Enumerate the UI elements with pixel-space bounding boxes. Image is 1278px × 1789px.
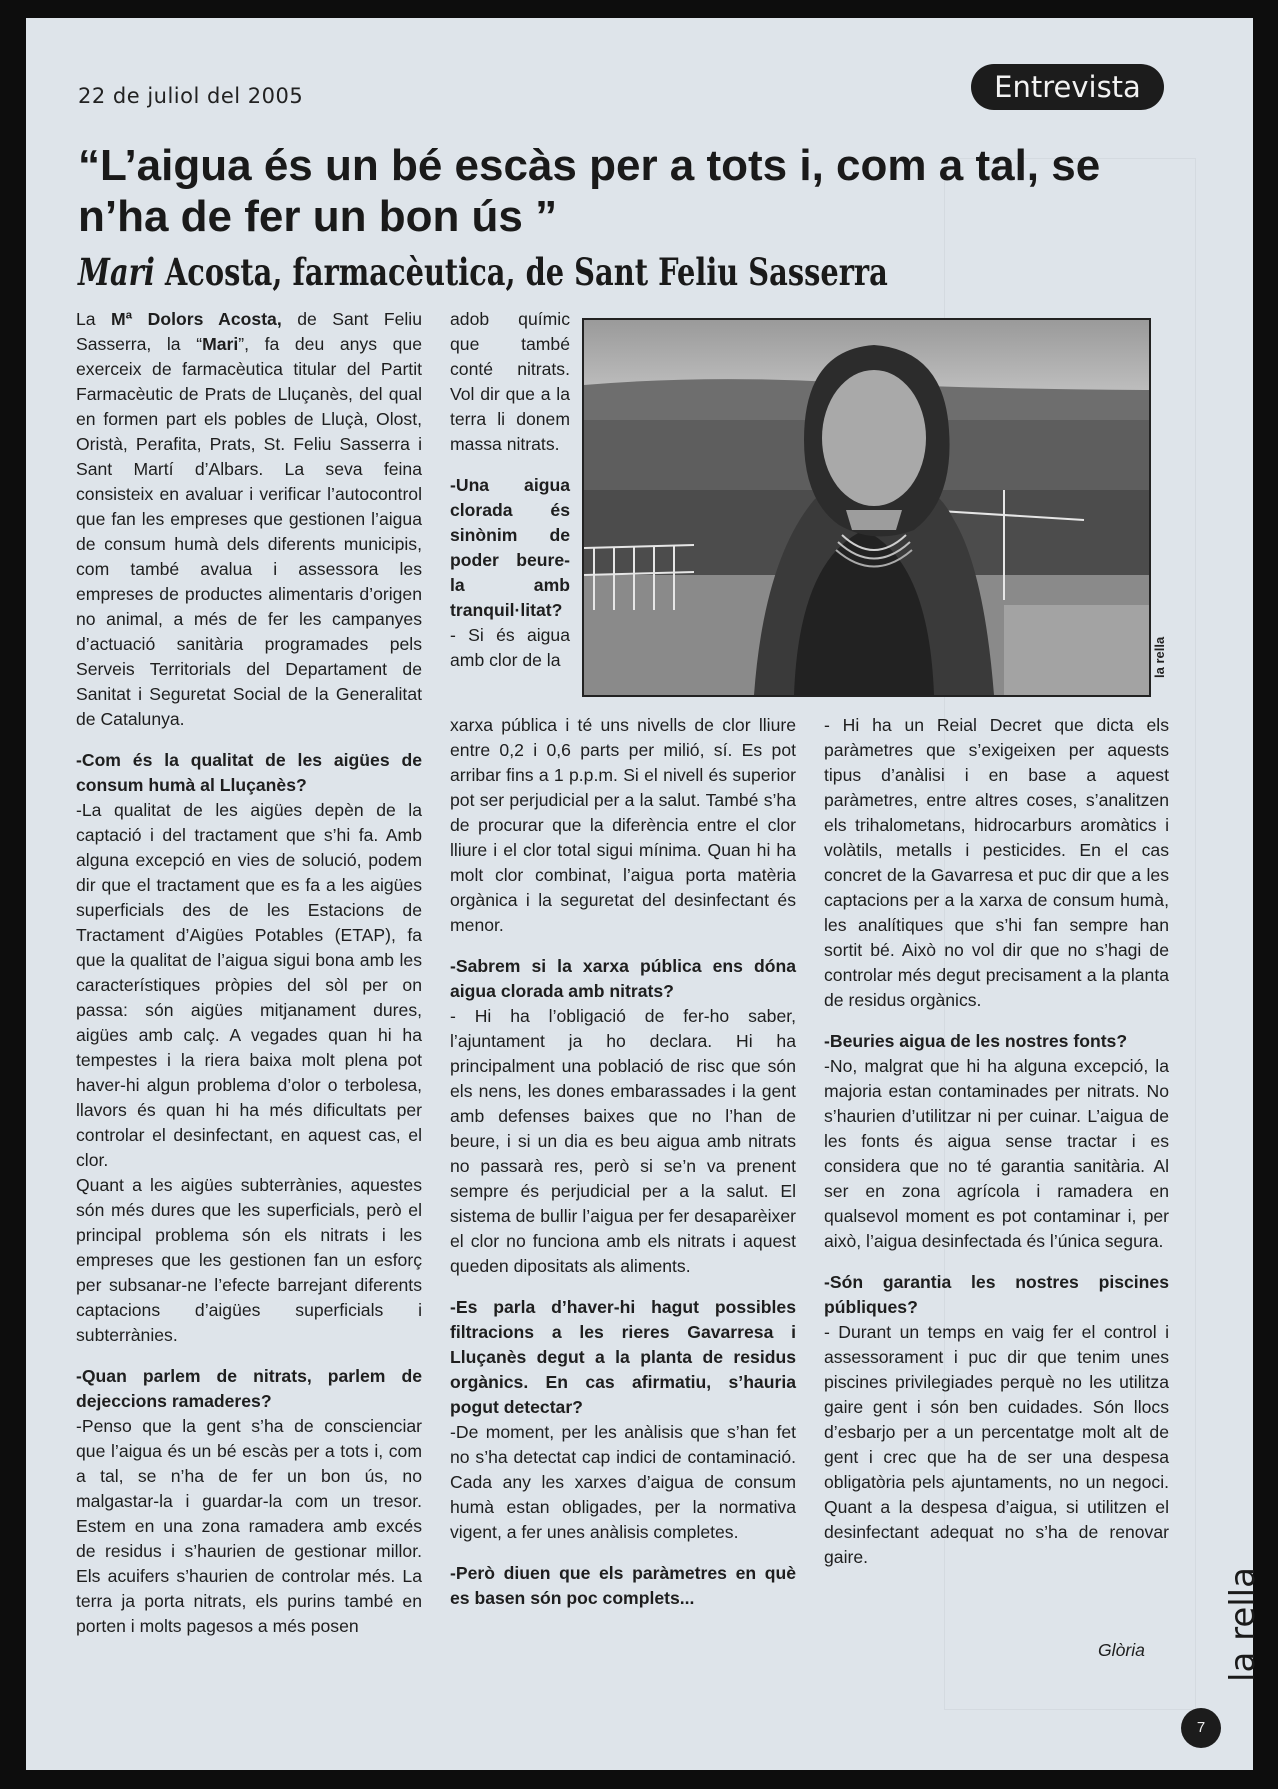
column-1 — [76, 307, 422, 1639]
interview-answer: -Penso que la gent s’ha de conscienciar que l’aigua és un bé escàs per a tots i, com a tal, se n’ha de fer un bon ús, no malgastar-la i guardar-la com un tresor. Estem en una zona ramadera amb excés de residus i s’haurien de gestionar millor. Els acuifers s’haurien de controlar més. La terra ja porta nitrats, els purins també en porten i molts pagesos a més posen — [76, 1416, 422, 1636]
interview-question: -Es parla d’haver-hi hagut possibles filtracions a les rieres Gavarresa i Lluçanès degut a la planta de residus orgànics. En cas afirmatiu, s’hauria pogut detectar? — [450, 1297, 796, 1417]
section-badge: Entrevista — [971, 64, 1164, 110]
interview-question: -Una aigua clorada és sinònim de poder beure-la amb tranquil·litat? — [450, 475, 570, 620]
column-2 — [450, 713, 796, 1611]
subhead-rest: Acosta, farmacèutica, de Sant Feliu Sasserra — [154, 250, 888, 294]
headline: “L’aigua és un bé escàs per a tots i, com a tal, se n’ha de fer un bon ús ” — [78, 141, 1101, 241]
subheadline — [78, 250, 888, 294]
interview-answer: -De moment, per les anàlisis que s’han fet no s’ha detectat cap indici de contaminació. Cada any les xarxes d’aigua de consum humà estan obligades, per la normativa vigent, a fer unes anàlisis completes. — [450, 1422, 796, 1542]
interviewee-photo — [582, 318, 1151, 697]
interview-answer: xarxa pública i té uns nivells de clor lliure entre 0,2 i 0,6 parts per milió, sí. Es pot arribar fins a 1 p.p.m. Si el nivell és superior pot ser perjudicial per a la salut. També s’ha de procurar que la diferència entre el clor lliure i el clor total sigui mínima. Quan hi ha molt clor combinat, l’aigua porta matèria orgànica i la seguretat del desinfectant és menor. — [450, 715, 796, 935]
interviewee-name: Mª Dolors Acosta, — [111, 309, 282, 329]
col1-qa — [76, 748, 422, 1639]
interview-answer: -No, malgrat que hi ha alguna excepció, la majoria estan contaminades per nitrats. No s’haurien d’utilitzar ni per cuinar. L’aigua de les fonts és aigua sense tractar i es considera que no té garantia sanitària. Al ser en zona agrícola i ramadera en qualsevol moment es pot contaminar i, per això, l’aigua desinfectada és l’única segura. — [824, 1056, 1169, 1251]
column-2-top — [450, 307, 570, 673]
interview-question: -Sabrem si la xarxa pública ens dóna aigua clorada amb nitrats? — [450, 956, 796, 1001]
interview-answer: -La qualitat de les aigües depèn de la captació i del tractament que s’hi fa. Amb alguna excepció en vies de solució, podem dir que el tractament que es fa a les aigües superficials des de les Estacions de Tractament d’Aigües Potables (ETAP), fa que la qualitat de l’aigua sigui bona amb les característiques pròpies del sòl per on passa: són aigües mitjanament dures, aigües amb calç. A vegades quan hi ha tempestes i la riera baixa molt plena pot haver-hi algun problema d’olor o terbolesa, llavors és quan hi ha més dificultats per controlar el desinfectant, en aquest cas, el clor. — [76, 800, 422, 1170]
interviewee-nickname: Mari — [202, 334, 239, 354]
photo-credit: la rella — [1152, 636, 1167, 678]
subhead-name: Mari — [78, 250, 155, 294]
newspaper-page — [26, 18, 1263, 1770]
interview-question: -Però diuen que els paràmetres en què es basen són poc complets... — [450, 1563, 796, 1608]
intro-text: ”, fa deu anys que exerceix de farmacèutica titular del Partit Farmacèutic de Prats de Lluçanès, del qual en formen part els pobles de Lluçà, Olost, Oristà, Perafita, Prats, St. Feliu Sasserra i Sant Martí d’Albars. La seva feina consisteix en avaluar i verificar l’autocontrol que fan les empreses que gestionen l’aigua de consum humà dels diferents municipis, com també avalua i assessora les empreses de productes alimentaris d’origen no animal, a més de fer les campanyes d’actuació sanitària programades pels Serveis Territorials del Departament de Sanitat i Seguretat Social de la Generalitat de Catalunya. — [76, 334, 422, 729]
publication-logo: la rella — [1223, 1567, 1263, 1682]
interview-answer: - Si és aigua amb clor de la — [450, 625, 570, 670]
interview-answer: - Hi ha un Reial Decret que dicta els paràmetres que s’exigeixen per aquests tipus d’anàlisi i en base a aquest paràmetres, entre altres coses, s’analitzen els trihalometans, hidrocarburs aromàtics i volàtils, metalls i pesticides. En el cas concret de la Gavarresa et puc dir que a les captacions per a la xarxa de consum humà, les analítiques que s’hi fan sempre han sortit bé. Això no vol dir que no s’hagi de controlar més degut precisament a la planta de residus orgànics. — [824, 715, 1169, 1010]
author-signature: Glòria — [1098, 1640, 1145, 1660]
portrait-photo — [584, 320, 1149, 695]
intro-text: La — [76, 309, 112, 329]
intro-text: de Sant Feliu Sasserra, la “ — [76, 309, 422, 354]
intro-paragraph — [76, 307, 422, 732]
interview-question: -Beuries aigua de les nostres fonts? — [824, 1031, 1128, 1051]
interview-answer: - Durant un temps en vaig fer el control i assessorament i puc dir que tenim unes piscines privilegiades perquè no les utilitza gaire gent i són ben cuidades. Són llocs d’esbarjo per a un percentatge molt alt de gent i crec que ha de ser una despesa obligatòria pels ajuntaments, no un negoci. Quant a la despesa d’aigua, si utilitzen el desinfectant adequat no s’ha de renovar gaire. — [824, 1322, 1169, 1567]
interview-question: -Quan parlem de nitrats, parlem de dejeccions ramaderes? — [76, 1366, 422, 1411]
interview-answer: adob químic que també conté nitrats. Vol dir que a la terra li donem massa nitrats. — [450, 309, 570, 454]
interview-question: -Són garantia les nostres piscines públiques? — [824, 1272, 1169, 1317]
interview-question: -Com és la qualitat de les aigües de consum humà al Lluçanès? — [76, 750, 422, 795]
interview-answer: Quant a les aigües subterrànies, aquestes són més dures que les superficials, però el principal problema són els nitrats i les empreses que les gestionen fan un esforç per subsanar-ne l’efecte barrejant diferents captacions d’aigües superficials i subterrànies. — [76, 1175, 422, 1345]
page-number: 7 — [1181, 1708, 1221, 1748]
interview-answer: - Hi ha l’obligació de fer-ho saber, l’ajuntament ja ho declara. Hi ha principalment una població de risc que són els nens, les dones embarassades i la gent amb defenses baixes que no l’han de beure, i si un dia es beu aigua amb nitrats no passarà res, però si se’n va prenent sempre és perjudicial per a la salut. El sistema de bullir l’aigua per fer desaparèixer el clor no funciona amb els nitrats i aquest queden dipositats als aliments. — [450, 1006, 796, 1276]
issue-date: 22 de juliol del 2005 — [78, 84, 304, 108]
column-3 — [824, 713, 1169, 1570]
